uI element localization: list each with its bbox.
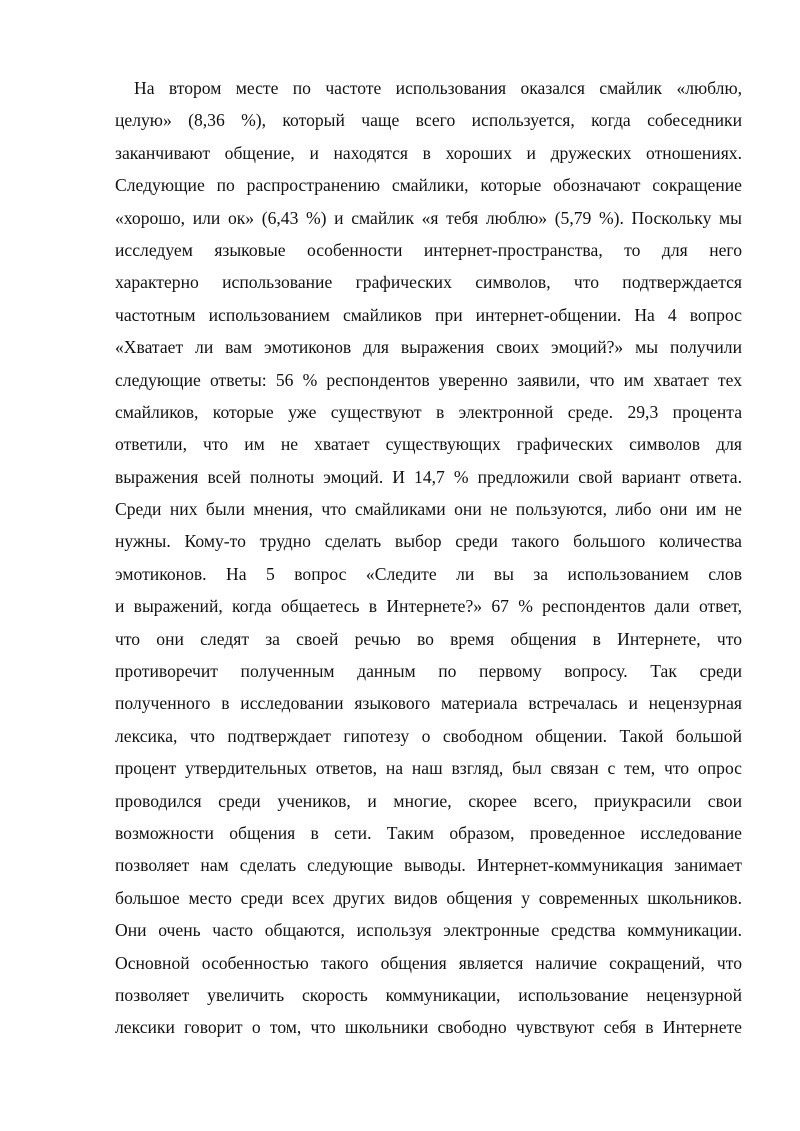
text-line: проводился среди учеников, и многие, скорее всего, приукрасили свои	[115, 790, 742, 811]
text-line: противоречит полученным данным по первому вопросу. Так среди	[115, 661, 742, 682]
text-line: полученного в исследовании языкового материала встречалась и нецензурная	[115, 693, 742, 714]
text-line: следующие ответы: 56 % респондентов уверенно заявили, что им хватает тех	[115, 369, 742, 390]
text-line: позволяет увеличить скорость коммуникации, использование нецензурной	[115, 984, 742, 1005]
text-line: большое место среди всех других видов общения у современных школьников.	[115, 887, 742, 908]
text-line: исследуем языковые особенности интернет-пространства, то для него	[115, 239, 742, 260]
text-line: выражения всей полноты эмоций. И 14,7 % предложили свой вариант ответа.	[115, 466, 742, 487]
text-line: частотным использованием смайликов при интернет-общении. На 4 вопрос	[115, 304, 742, 325]
text-line: Следующие по распространению смайлики, которые обозначают сокращение	[115, 175, 742, 196]
text-line: позволяет нам сделать следующие выводы. Интернет-коммуникация занимает	[115, 855, 742, 876]
text-line: «Хватает ли вам эмотиконов для выражения своих эмоций?» мы получили	[115, 337, 742, 358]
text-line: характерно использование графических символов, что подтверждается	[115, 272, 742, 293]
text-line: заканчивают общение, и находятся в хороших и дружеских отношениях.	[115, 142, 742, 163]
text-line: эмотиконов. На 5 вопрос «Следите ли вы за использованием слов	[115, 563, 742, 584]
text-line: На втором месте по частоте использования оказался смайлик «люблю,	[134, 78, 742, 98]
text-line: ответили, что им не хватает существующих графических символов для	[115, 434, 742, 455]
text-line: Основной особенностью такого общения является наличие сокращений, что	[115, 952, 742, 973]
text-line: лексика, что подтверждает гипотезу о свободном общении. Такой большой	[115, 725, 742, 746]
text-line: «хорошо, или ок» (6,43 %) и смайлик «я тебя люблю» (5,79 %). Поскольку мы	[115, 207, 742, 228]
text-line: лексики говорит о том, что школьники свободно чувствуют себя в Интернете	[115, 1017, 742, 1038]
text-line: Среди них были мнения, что смайликами они не пользуются, либо они им не	[115, 499, 742, 520]
body-paragraph	[115, 72, 742, 1044]
text-line: процент утвердительных ответов, на наш взгляд, был связан с тем, что опрос	[115, 758, 742, 779]
text-line: Они очень часто общаются, используя электронные средства коммуникации.	[115, 920, 742, 941]
text-line: и выражений, когда общаетесь в Интернете?» 67 % респондентов дали ответ,	[115, 596, 742, 617]
text-line: целую» (8,36 %), который чаще всего используется, когда собеседники	[115, 110, 742, 131]
text-line: смайликов, которые уже существуют в электронной среде. 29,3 процента	[115, 401, 742, 422]
text-line: что они следят за своей речью во время общения в Интернете, что	[115, 628, 742, 649]
text-line: возможности общения в сети. Таким образом, проведенное исследование	[115, 822, 742, 843]
text-line: нужны. Кому-то трудно сделать выбор среди такого большого количества	[115, 531, 742, 552]
